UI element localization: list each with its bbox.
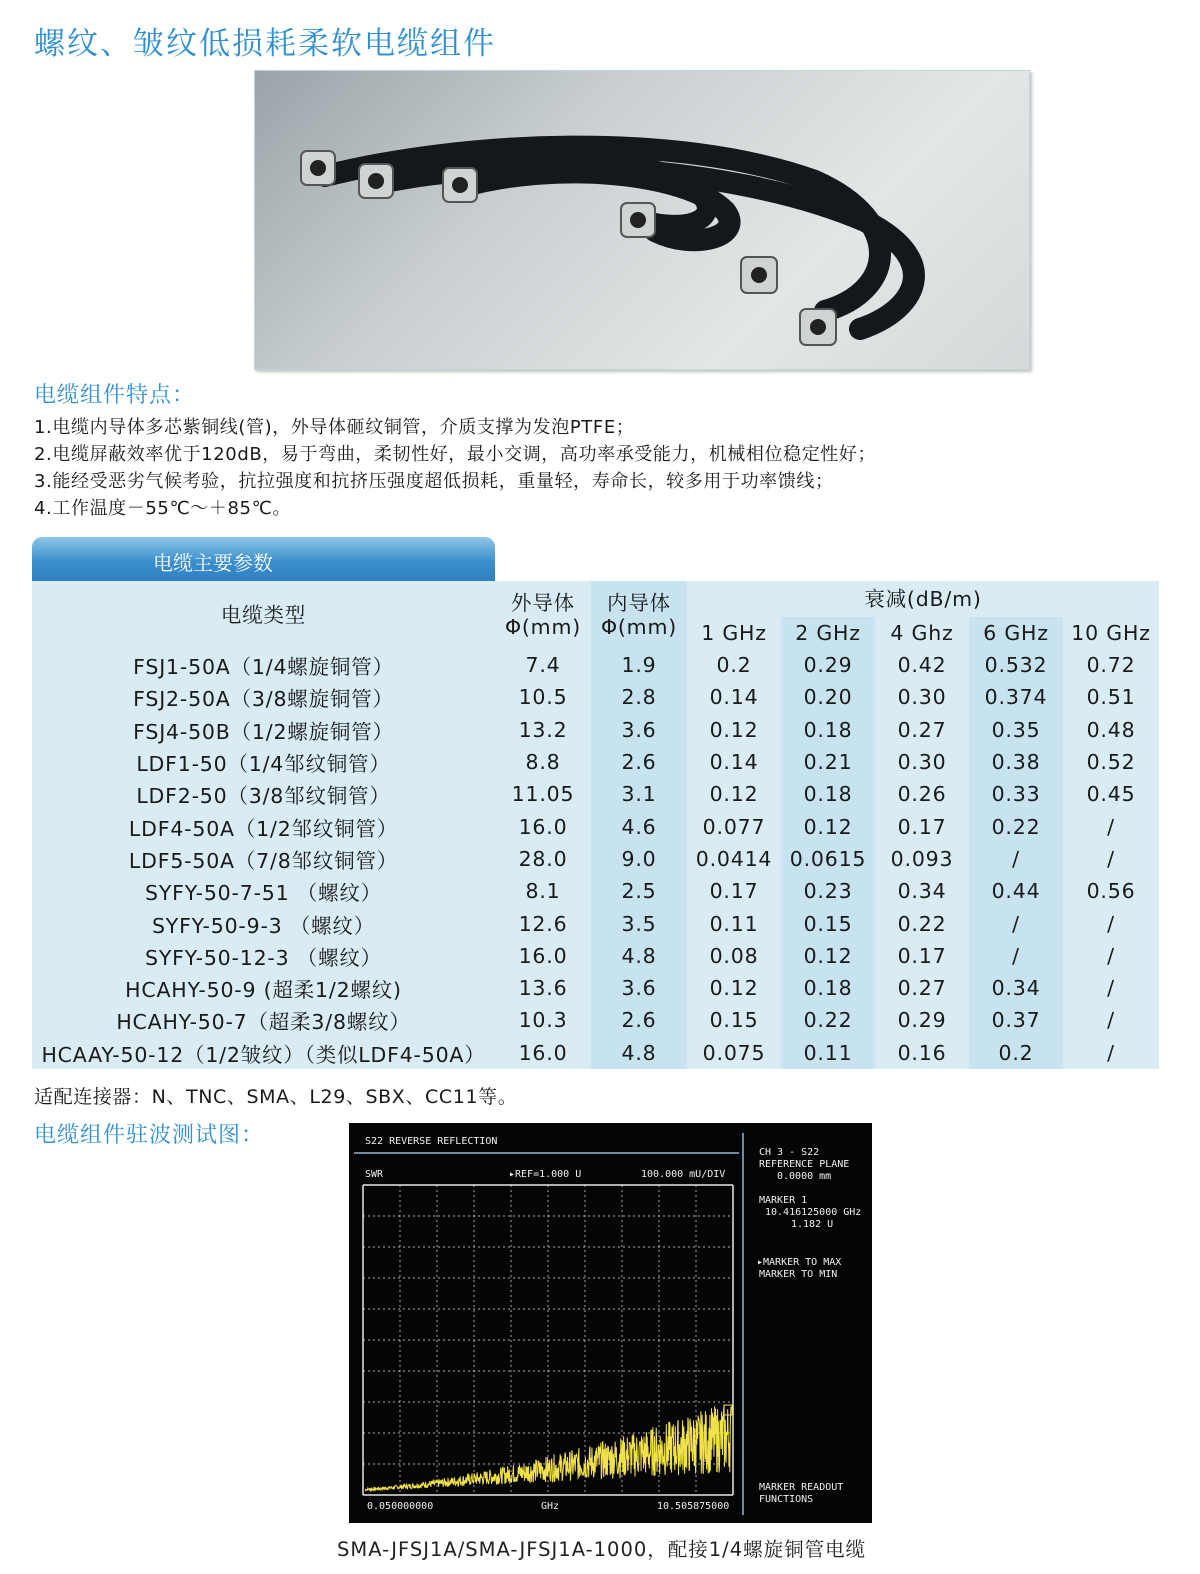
table-row bbox=[32, 681, 1159, 713]
table-cell: 0.35 bbox=[969, 714, 1063, 746]
table-cell: 0.11 bbox=[781, 1037, 875, 1069]
table-cell: 28.0 bbox=[495, 843, 591, 875]
table-cell: 2.5 bbox=[591, 875, 687, 907]
feature-item: 2.电缆屏蔽效率优于120dB，易于弯曲，柔韧性好，最小交调，高功率承受能力，机械相位稳定性好； bbox=[34, 444, 877, 465]
table-cell: / bbox=[1063, 972, 1159, 1004]
side-ref-plane: REFERENCE PLANE bbox=[759, 1159, 850, 1170]
table-cell: 0.34 bbox=[969, 972, 1063, 1004]
table-cell: 7.4 bbox=[495, 649, 591, 681]
cell-cable-type: HCAAY-50-12（1/2皱纹）（类似LDF4-50A） bbox=[32, 1037, 495, 1069]
analyzer-scale: 100.000 mU/DIV bbox=[641, 1169, 726, 1180]
table-cell: 8.8 bbox=[495, 746, 591, 778]
params-table-body bbox=[32, 649, 1159, 1069]
table-cell: 3.1 bbox=[591, 778, 687, 810]
feature-item: 3.能经受恶劣气候考验，抗拉强度和抗挤压强度超低损耗，重量轻，寿命长，较多用于功率馈线； bbox=[34, 471, 834, 492]
table-cell: 0.18 bbox=[781, 778, 875, 810]
table-cell: 0.20 bbox=[781, 681, 875, 713]
table-cell: / bbox=[969, 907, 1063, 939]
analyzer-stop-freq: 10.505875000 bbox=[657, 1501, 730, 1512]
table-cell: 0.17 bbox=[687, 875, 781, 907]
table-cell: 0.23 bbox=[781, 875, 875, 907]
col-header-inner bbox=[591, 581, 687, 649]
table-cell: 0.29 bbox=[875, 1004, 969, 1036]
cell-cable-type: LDF1-50（1/4邹纹铜管） bbox=[32, 746, 495, 778]
table-cell: 0.30 bbox=[875, 681, 969, 713]
analyzer-unit: GHz bbox=[541, 1501, 560, 1512]
col-header-attenuation: 衰减(dB/m) bbox=[687, 581, 1159, 617]
table-cell: 0.52 bbox=[1063, 746, 1159, 778]
params-tab-title: 电缆主要参数 bbox=[153, 551, 273, 575]
table-cell: 0.27 bbox=[875, 972, 969, 1004]
table-cell: 0.2 bbox=[969, 1037, 1063, 1069]
table-cell: 0.22 bbox=[781, 1004, 875, 1036]
cell-cable-type: SYFY-50-7-51 （螺纹） bbox=[32, 875, 495, 907]
table-cell: 0.15 bbox=[781, 907, 875, 939]
table-cell: / bbox=[1063, 1037, 1159, 1069]
vswr-heading: 电缆组件驻波测试图： bbox=[34, 1123, 265, 1148]
table-row bbox=[32, 810, 1159, 842]
table-cell: 11.05 bbox=[495, 778, 591, 810]
col-header-freq: 6 GHz bbox=[969, 617, 1063, 649]
params-tab-header bbox=[32, 537, 495, 582]
table-cell: 9.0 bbox=[591, 843, 687, 875]
cell-cable-type: LDF4-50A（1/2邹纹铜管） bbox=[32, 810, 495, 842]
table-cell: 0.37 bbox=[969, 1004, 1063, 1036]
table-cell: 0.2 bbox=[687, 649, 781, 681]
table-cell: 3.6 bbox=[591, 972, 687, 1004]
col-header-outer bbox=[495, 581, 591, 649]
table-cell: 0.0414 bbox=[687, 843, 781, 875]
table-cell: 8.1 bbox=[495, 875, 591, 907]
table-cell: 0.30 bbox=[875, 746, 969, 778]
table-cell: 13.2 bbox=[495, 714, 591, 746]
table-cell: 0.12 bbox=[687, 714, 781, 746]
table-cell: 10.3 bbox=[495, 1004, 591, 1036]
table-cell: 0.12 bbox=[781, 810, 875, 842]
col-header-inner-line1: 内导体 bbox=[607, 591, 671, 615]
table-cell: 0.22 bbox=[875, 907, 969, 939]
side-channel: CH 3 - S22 bbox=[759, 1147, 820, 1158]
table-cell: 16.0 bbox=[495, 1037, 591, 1069]
vswr-trace bbox=[365, 1405, 731, 1490]
table-row bbox=[32, 649, 1159, 681]
table-cell: / bbox=[969, 843, 1063, 875]
table-cell: 0.21 bbox=[781, 746, 875, 778]
table-cell: 0.532 bbox=[969, 649, 1063, 681]
cell-cable-type: FSJ1-50A（1/4螺旋铜管） bbox=[32, 649, 495, 681]
table-cell: 0.093 bbox=[875, 843, 969, 875]
page-title: 螺纹、皱纹低损耗柔软电缆组件 bbox=[34, 26, 496, 62]
side-marker-value: 1.182 U bbox=[791, 1219, 834, 1230]
table-cell: 0.44 bbox=[969, 875, 1063, 907]
col-header-freq: 1 GHz bbox=[687, 617, 781, 649]
table-cell: 0.42 bbox=[875, 649, 969, 681]
table-cell: 4.8 bbox=[591, 1037, 687, 1069]
table-row bbox=[32, 875, 1159, 907]
table-row bbox=[32, 972, 1159, 1004]
table-cell: 3.5 bbox=[591, 907, 687, 939]
cell-cable-type: SYFY-50-9-3 （螺纹） bbox=[32, 907, 495, 939]
table-cell: 0.51 bbox=[1063, 681, 1159, 713]
col-header-freq: 4 Ghz bbox=[875, 617, 969, 649]
cell-cable-type: LDF5-50A（7/8邹纹铜管） bbox=[32, 843, 495, 875]
table-cell: 4.6 bbox=[591, 810, 687, 842]
table-cell: 0.18 bbox=[781, 972, 875, 1004]
cable-assembly-photo bbox=[254, 70, 1030, 370]
side-readout-line1: MARKER READOUT bbox=[759, 1482, 844, 1493]
table-cell: 0.374 bbox=[969, 681, 1063, 713]
table-row bbox=[32, 1004, 1159, 1036]
table-cell: 0.17 bbox=[875, 810, 969, 842]
table-row bbox=[32, 778, 1159, 810]
col-header-freq: 2 GHz bbox=[781, 617, 875, 649]
table-cell: 4.8 bbox=[591, 940, 687, 972]
table-cell: 12.6 bbox=[495, 907, 591, 939]
feature-item: 1.电缆内导体多芯紫铜线(管)，外导体砸纹铜管，介质支撑为发泡PTFE； bbox=[34, 417, 635, 438]
col-header-outer-line2: Φ(mm) bbox=[504, 615, 582, 639]
table-cell: / bbox=[1063, 810, 1159, 842]
network-analyzer-screenshot bbox=[349, 1123, 872, 1523]
feature-item: 4.工作温度－55℃～＋85℃。 bbox=[34, 498, 292, 519]
cell-cable-type: HCAHY-50-9 (超柔1/2螺纹) bbox=[32, 972, 495, 1004]
table-cell: 0.38 bbox=[969, 746, 1063, 778]
table-row bbox=[32, 843, 1159, 875]
col-header-outer-line1: 外导体 bbox=[511, 591, 575, 615]
table-cell: 2.8 bbox=[591, 681, 687, 713]
table-cell: 1.9 bbox=[591, 649, 687, 681]
table-row bbox=[32, 1037, 1159, 1069]
table-cell: 13.6 bbox=[495, 972, 591, 1004]
table-cell: / bbox=[1063, 907, 1159, 939]
side-marker-to-min: MARKER TO MIN bbox=[759, 1269, 838, 1280]
table-cell: 10.5 bbox=[495, 681, 591, 713]
table-row bbox=[32, 907, 1159, 939]
features-heading: 电缆组件特点： bbox=[34, 383, 196, 408]
cable-assembly-illustration bbox=[255, 71, 1029, 369]
table-cell: 16.0 bbox=[495, 810, 591, 842]
table-cell: 0.08 bbox=[687, 940, 781, 972]
side-ref-plane-value: 0.0000 mm bbox=[777, 1171, 832, 1182]
table-cell: 0.12 bbox=[781, 940, 875, 972]
table-cell: 0.56 bbox=[1063, 875, 1159, 907]
table-cell: 0.15 bbox=[687, 1004, 781, 1036]
table-cell: 0.45 bbox=[1063, 778, 1159, 810]
cell-cable-type: SYFY-50-12-3 （螺纹） bbox=[32, 940, 495, 972]
col-header-type: 电缆类型 bbox=[32, 581, 495, 649]
table-cell: 0.0615 bbox=[781, 843, 875, 875]
table-cell: 0.077 bbox=[687, 810, 781, 842]
table-cell: 0.12 bbox=[687, 972, 781, 1004]
side-marker-to-max: ▸MARKER TO MAX bbox=[757, 1257, 842, 1268]
vswr-plot bbox=[349, 1123, 872, 1523]
analyzer-ref: ▸REF=1.000 U bbox=[509, 1169, 582, 1180]
table-cell: 0.29 bbox=[781, 649, 875, 681]
table-cell: 0.11 bbox=[687, 907, 781, 939]
connectors-note: 适配连接器：N、TNC、SMA、L29、SBX、CC11等。 bbox=[34, 1086, 518, 1108]
table-cell: / bbox=[969, 940, 1063, 972]
table-cell: 0.17 bbox=[875, 940, 969, 972]
table-cell: 2.6 bbox=[591, 1004, 687, 1036]
cell-cable-type: LDF2-50（3/8邹纹铜管） bbox=[32, 778, 495, 810]
analyzer-start-freq: 0.050000000 bbox=[367, 1501, 434, 1512]
cell-cable-type: FSJ4-50B（1/2螺旋铜管） bbox=[32, 714, 495, 746]
table-cell: 3.6 bbox=[591, 714, 687, 746]
table-cell: 16.0 bbox=[495, 940, 591, 972]
table-cell: 0.72 bbox=[1063, 649, 1159, 681]
table-cell: / bbox=[1063, 1004, 1159, 1036]
cell-cable-type: HCAHY-50-7（超柔3/8螺纹） bbox=[32, 1004, 495, 1036]
analyzer-title: S22 REVERSE REFLECTION bbox=[365, 1136, 498, 1147]
table-cell: 0.16 bbox=[875, 1037, 969, 1069]
figure-caption: SMA-JFSJ1A/SMA-JFSJ1A-1000，配接1/4螺旋铜管电缆 bbox=[337, 1538, 867, 1561]
table-cell: 0.33 bbox=[969, 778, 1063, 810]
table-cell: 0.12 bbox=[687, 778, 781, 810]
cable-params-table bbox=[32, 581, 1159, 1069]
table-cell: 0.34 bbox=[875, 875, 969, 907]
table-row bbox=[32, 940, 1159, 972]
table-cell: 0.26 bbox=[875, 778, 969, 810]
analyzer-format: SWR bbox=[365, 1169, 384, 1180]
table-cell: 0.075 bbox=[687, 1037, 781, 1069]
cell-cable-type: FSJ2-50A（3/8螺旋铜管） bbox=[32, 681, 495, 713]
table-cell: 0.14 bbox=[687, 681, 781, 713]
table-cell: 0.18 bbox=[781, 714, 875, 746]
features-list bbox=[34, 414, 876, 522]
table-cell: / bbox=[1063, 940, 1159, 972]
table-cell: / bbox=[1063, 843, 1159, 875]
table-row bbox=[32, 714, 1159, 746]
side-readout-line2: FUNCTIONS bbox=[759, 1494, 814, 1505]
table-cell: 0.14 bbox=[687, 746, 781, 778]
side-marker-label: MARKER 1 bbox=[759, 1195, 808, 1206]
table-cell: 0.27 bbox=[875, 714, 969, 746]
col-header-freq: 10 GHz bbox=[1063, 617, 1159, 649]
side-marker-freq: 10.416125000 GHz bbox=[765, 1207, 862, 1218]
table-cell: 0.22 bbox=[969, 810, 1063, 842]
table-cell: 2.6 bbox=[591, 746, 687, 778]
table-cell: 0.48 bbox=[1063, 714, 1159, 746]
col-header-inner-line2: Φ(mm) bbox=[600, 615, 678, 639]
table-row bbox=[32, 746, 1159, 778]
